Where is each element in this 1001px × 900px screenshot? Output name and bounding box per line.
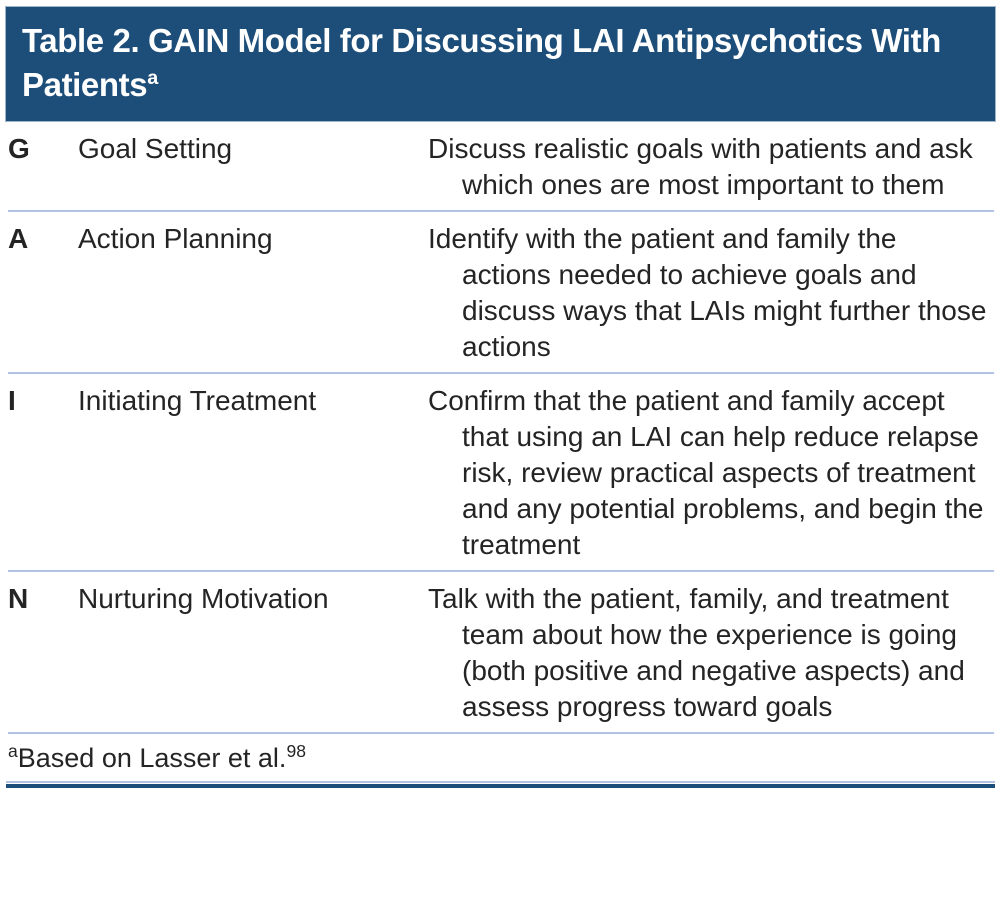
table-row-goal-setting [8, 122, 994, 212]
table-2-gain-model [5, 6, 996, 788]
row-letter: A [8, 223, 29, 254]
table-title-footnote-marker: a [147, 67, 158, 89]
row-description: Identify with the patient and family the actions needed to achieve goals and discuss ways that LAIs might further those actions [428, 223, 987, 362]
row-description: Discuss realistic goals with patients and ask which ones are most important to them [428, 133, 973, 200]
row-term: Goal Setting [78, 133, 233, 164]
row-term: Action Planning [78, 223, 273, 254]
table-row-nurturing-motivation [8, 572, 994, 734]
bottom-rule-dark [6, 784, 995, 788]
footnote-marker: a [8, 741, 18, 761]
row-description: Talk with the patient, family, and treatment team about how the experience is going (both positive and negative aspects) and assess progress toward goals [428, 583, 965, 722]
row-letter: I [8, 385, 16, 416]
table-body [5, 122, 996, 734]
footnote-text: Based on Lasser et al. [17, 743, 287, 773]
table-row-initiating-treatment [8, 374, 994, 572]
table-title-bar [5, 6, 996, 122]
table-row-action-planning [8, 212, 994, 374]
row-letter: N [8, 583, 29, 614]
row-description: Confirm that the patient and family accept that using an LAI can help reduce relapse risk, review practical aspects of treatment and any potential problems, and begin the treatment [428, 385, 984, 560]
row-term: Nurturing Motivation [78, 583, 329, 614]
table-title: Table 2. GAIN Model for Discussing LAI Antipsychotics With Patients [22, 22, 941, 103]
row-term: Initiating Treatment [78, 385, 317, 416]
row-letter: G [8, 133, 30, 164]
table-footnote [5, 734, 996, 781]
footnote-reference-number: 98 [286, 741, 306, 761]
